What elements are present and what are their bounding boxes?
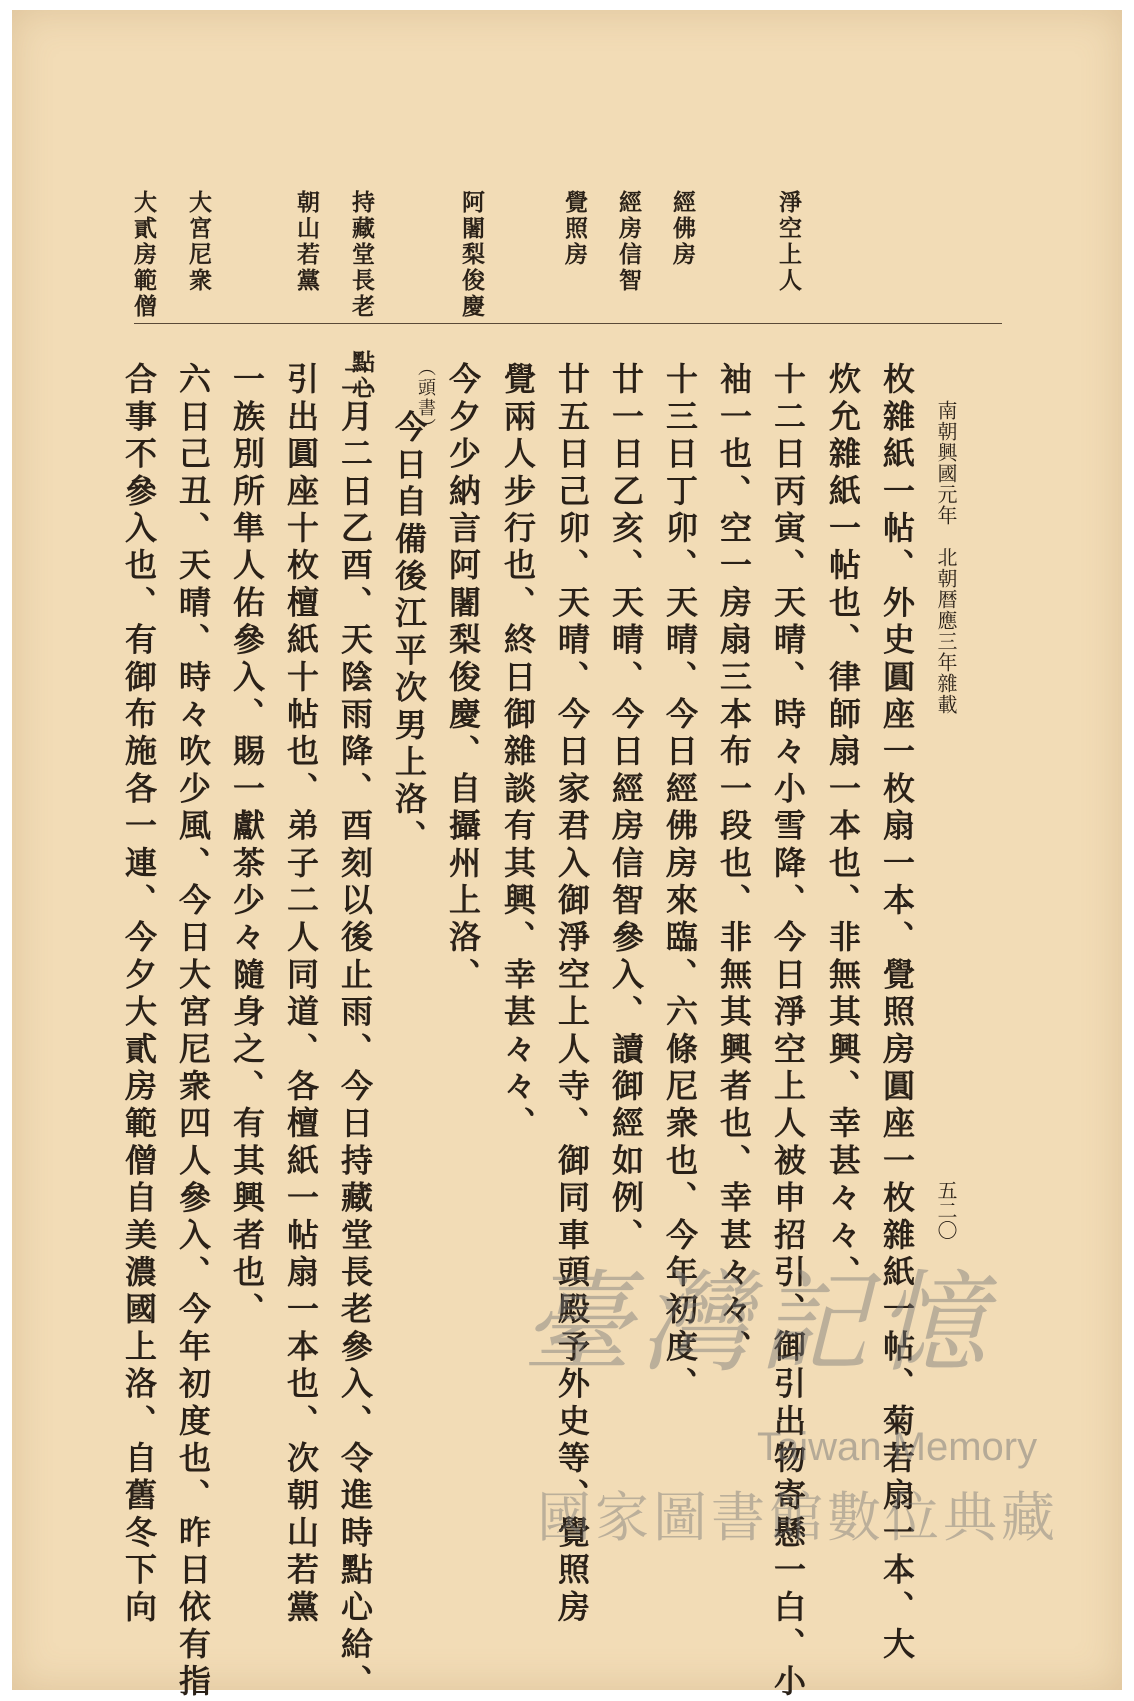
text-line-15: 合事不參入也、有御布施各一連、今夕大貳房範僧自美濃國上洛、自舊冬下向: [120, 362, 158, 1627]
watermark-library: 國家圖書館數位典藏: [537, 1486, 1059, 1549]
text-line-13: 一族別所隼人佑參入、賜一獻茶少々隨身之、有其興者也、: [228, 362, 266, 1330]
text-line-10: 今日自備後江平次男上洛、: [390, 410, 428, 857]
running-title: 南朝興國元年 北朝暦應三年雜載: [934, 400, 958, 715]
text-line-9: 今夕少納言阿闍梨俊慶、自攝州上洛、: [444, 362, 482, 995]
text-line-11: 二月二日乙酉、天陰雨降、酉刻以後止雨、今日持藏堂長老參入、令進時點心給、: [336, 362, 374, 1701]
document-page: [12, 10, 1122, 1701]
text-line-3: 十二日丙寅、天晴、時々小雪降、今日淨空上人被申招引、御引出物寄懸一白、小: [769, 362, 807, 1701]
margin-note-8: 大宮尼衆: [185, 190, 212, 294]
text-line-7: 廿五日己卯、天晴、今日家君入御淨空上人寺、御同車頭殿予外史等、覺照房: [553, 362, 591, 1627]
watermark-logo: 臺灣記憶: [522, 1259, 994, 1387]
margin-note-4: 覺照房: [561, 190, 588, 268]
text-line-5: 十三日丁卯、天晴、今日經佛房來臨、六條尼衆也、今年初度、: [661, 362, 699, 1404]
margin-note-3: 經房信智: [615, 190, 642, 294]
margin-note-5: 阿闍梨俊慶: [458, 190, 485, 320]
text-line-8: 覺兩人步行也、終日御雜談有其興、幸甚々々、: [499, 362, 537, 1144]
text-line-6: 廿一日乙亥、天晴、今日經房信智參入、讀御經如例、: [607, 362, 645, 1255]
text-line-4: 袖一也、空一房扇三本布一段也、非無其興者也、幸甚々々、: [715, 362, 753, 1367]
margin-note-9: 大貳房範僧: [130, 190, 157, 320]
page-number: 五二〇: [934, 1180, 958, 1240]
head-note-label: （頭書）: [415, 358, 436, 438]
margin-note-1: 淨空上人: [775, 190, 802, 294]
text-line-2: 炊允雜紙一帖也、律師扇一本也、非無其興、幸甚々々、: [824, 362, 862, 1292]
text-line-14: 六日己丑、天晴、時々吹少風、今日大宮尼衆四人參入、今年初度也、昨日依有指: [174, 362, 212, 1701]
margin-note-2: 經佛房: [669, 190, 696, 268]
header-rule: [134, 323, 1002, 324]
margin-note-6: 持藏堂長老 點心: [348, 190, 375, 402]
text-line-12: 引出圓座十枚檀紙十帖也、弟子二人同道、各檀紙一帖扇一本也、次朝山若黨: [282, 362, 320, 1627]
text-line-1: 枚雜紙一帖、外史圓座一枚扇一本、覺照房圓座一枚雜紙一帖、菊若扇一本、大: [878, 362, 916, 1664]
watermark-english: Taiwan Memory: [757, 1425, 1038, 1469]
margin-note-7: 朝山若黨: [293, 190, 320, 294]
